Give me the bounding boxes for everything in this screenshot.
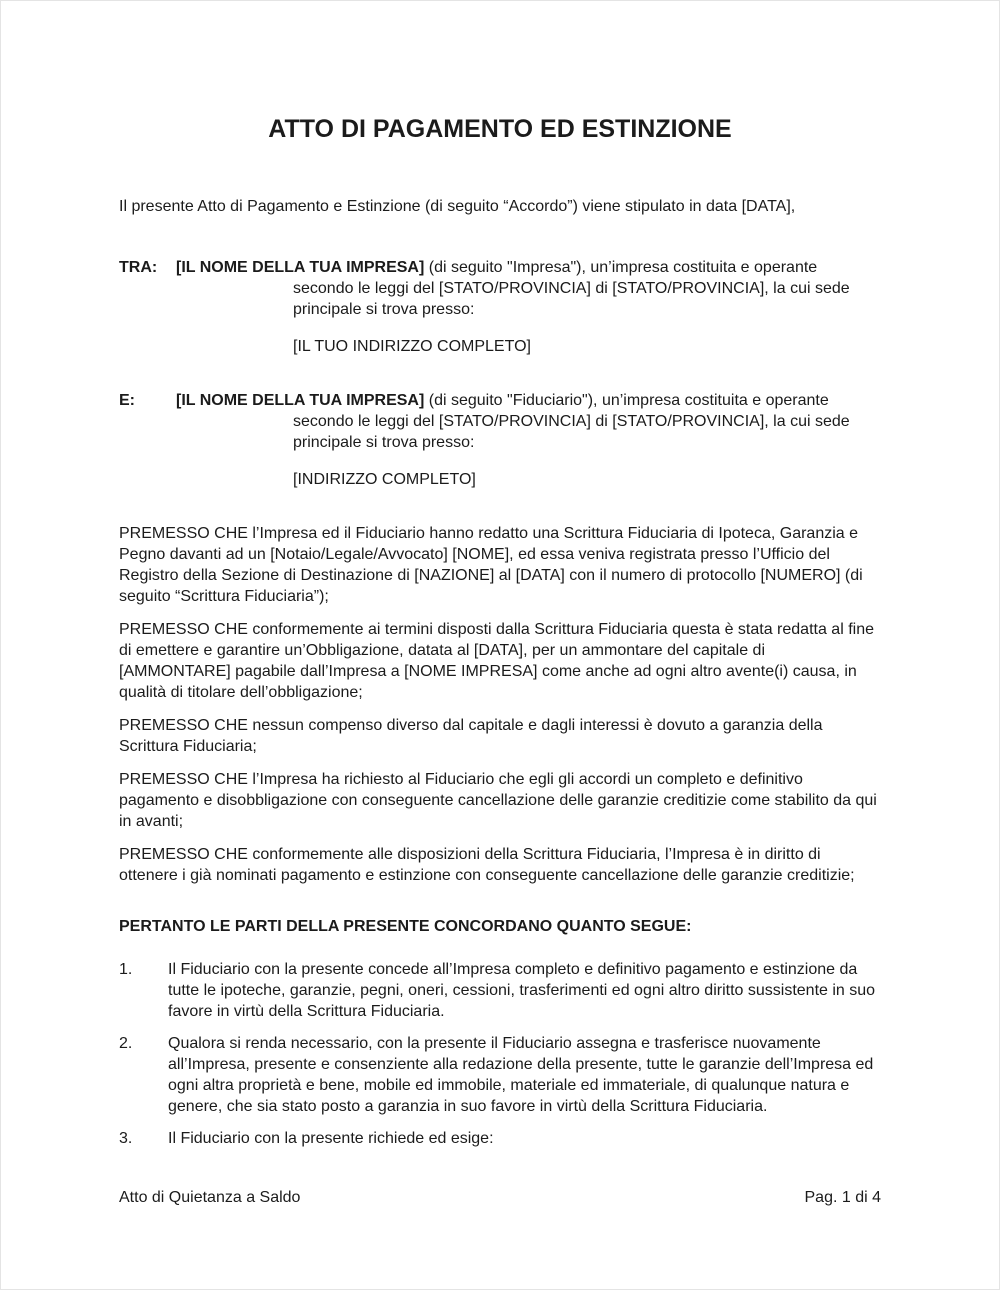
clause-item (119, 959, 881, 1022)
footer-page-number: Pag. 1 di 4 (804, 1189, 881, 1206)
party-address: [IL TUO INDIRIZZO COMPLETO] (293, 338, 531, 355)
intro-paragraph: Il presente Atto di Pagamento e Estinzione (di seguito “Accordo”) viene stipulato in data [DATA], (119, 198, 796, 215)
party-description: (di seguito "Fiduciario"), un’impresa costituita e operante secondo le leggi del [STATO/PROVINCIA] di [STATO/PROVINCIA], la cui sede principale si trova presso: (293, 392, 850, 451)
recital-paragraph: PREMESSO CHE nessun compenso diverso dal capitale e dagli interessi è dovuto a garanzia della Scrittura Fiduciaria; (119, 717, 823, 755)
clause-text: Il Fiduciario con la presente richiede ed esige: (168, 1130, 494, 1147)
recitals-section (119, 523, 881, 886)
party-text (176, 257, 881, 320)
clause-item (119, 1033, 881, 1117)
party-label-e: E: (119, 392, 135, 409)
recital-paragraph: PREMESSO CHE l’Impresa ha richiesto al Fiduciario che egli gli accordi un completo e definitivo pagamento e disobbligazione con conseguente cancellazione delle garanzie creditizie come stabilito da qui in avanti; (119, 771, 877, 830)
party-block-e (119, 390, 881, 490)
clause-number: 1. (119, 961, 133, 978)
document-title: ATTO DI PAGAMENTO ED ESTINZIONE (268, 115, 732, 143)
party-name: [IL NOME DELLA TUA IMPRESA] (176, 392, 425, 409)
recital-paragraph: PREMESSO CHE conformemente ai termini disposti dalla Scrittura Fiduciaria questa è stata redatta al fine di emettere e garantire un’Obbligazione, datata al [DATA], per un ammontare del capitale di [AMMONTARE] pagabile dall’Impresa a [NOME IMPRESA] come anche ad ogni altro avente(i) causa, in qualità di titolare dell’obbligazione; (119, 621, 874, 701)
party-block-tra (119, 257, 881, 357)
clauses-section (119, 959, 881, 1149)
recital-paragraph: PREMESSO CHE conformemente alle disposizioni della Scrittura Fiduciaria, l’Impresa è in diritto di ottenere i già nominati pagamento e estinzione con conseguente cancellazione delle garanzie creditizie; (119, 846, 855, 884)
party-label-tra: TRA: (119, 259, 158, 276)
party-description: (di seguito "Impresa"), un’impresa costituita e operante secondo le leggi del [STATO/PROVINCIA] di [STATO/PROVINCIA], la cui sede principale si trova presso: (293, 259, 850, 318)
footer-document-name: Atto di Quietanza a Saldo (119, 1189, 301, 1206)
party-name: [IL NOME DELLA TUA IMPRESA] (176, 259, 425, 276)
party-text (176, 390, 881, 453)
recital-paragraph: PREMESSO CHE l’Impresa ed il Fiduciario hanno redatto una Scrittura Fiduciaria di Ipoteca, Garanzia e Pegno davanti ad un [Notaio/Legale/Avvocato] [NOME], ed essa veniva registrata presso l’Ufficio del Registro della Sezione di Destinazione di [NAZIONE] al [DATA] con il numero di protocollo [NUMERO] (di seguito “Scrittura Fiduciaria”); (119, 525, 863, 605)
clause-number: 3. (119, 1130, 133, 1147)
agreement-heading: PERTANTO LE PARTI DELLA PRESENTE CONCORDANO QUANTO SEGUE: (119, 918, 692, 935)
clause-item (119, 1128, 881, 1149)
clause-text: Qualora si renda necessario, con la presente il Fiduciario assegna e trasferisce nuovamente all’Impresa, presente e consenziente alla redazione della presente, tutte le garanzie dell’Impresa ed ogni altra proprietà e bene, mobile ed immobile, materiale ed immateriale, di qualunque natura e genere, che sia stato posto a garanzia in suo favore in virtù della Scrittura Fiduciaria. (168, 1035, 874, 1115)
page-footer (119, 1187, 881, 1208)
clause-number: 2. (119, 1035, 133, 1052)
party-address: [INDIRIZZO COMPLETO] (293, 471, 476, 488)
clause-text: Il Fiduciario con la presente concede all’Impresa completo e definitivo pagamento e estinzione da tutte le ipoteche, garanzie, pegni, oneri, cessioni, trasferimenti ed ogni altro diritto sussistente in suo favore in virtù della Scrittura Fiduciaria. (168, 961, 876, 1020)
